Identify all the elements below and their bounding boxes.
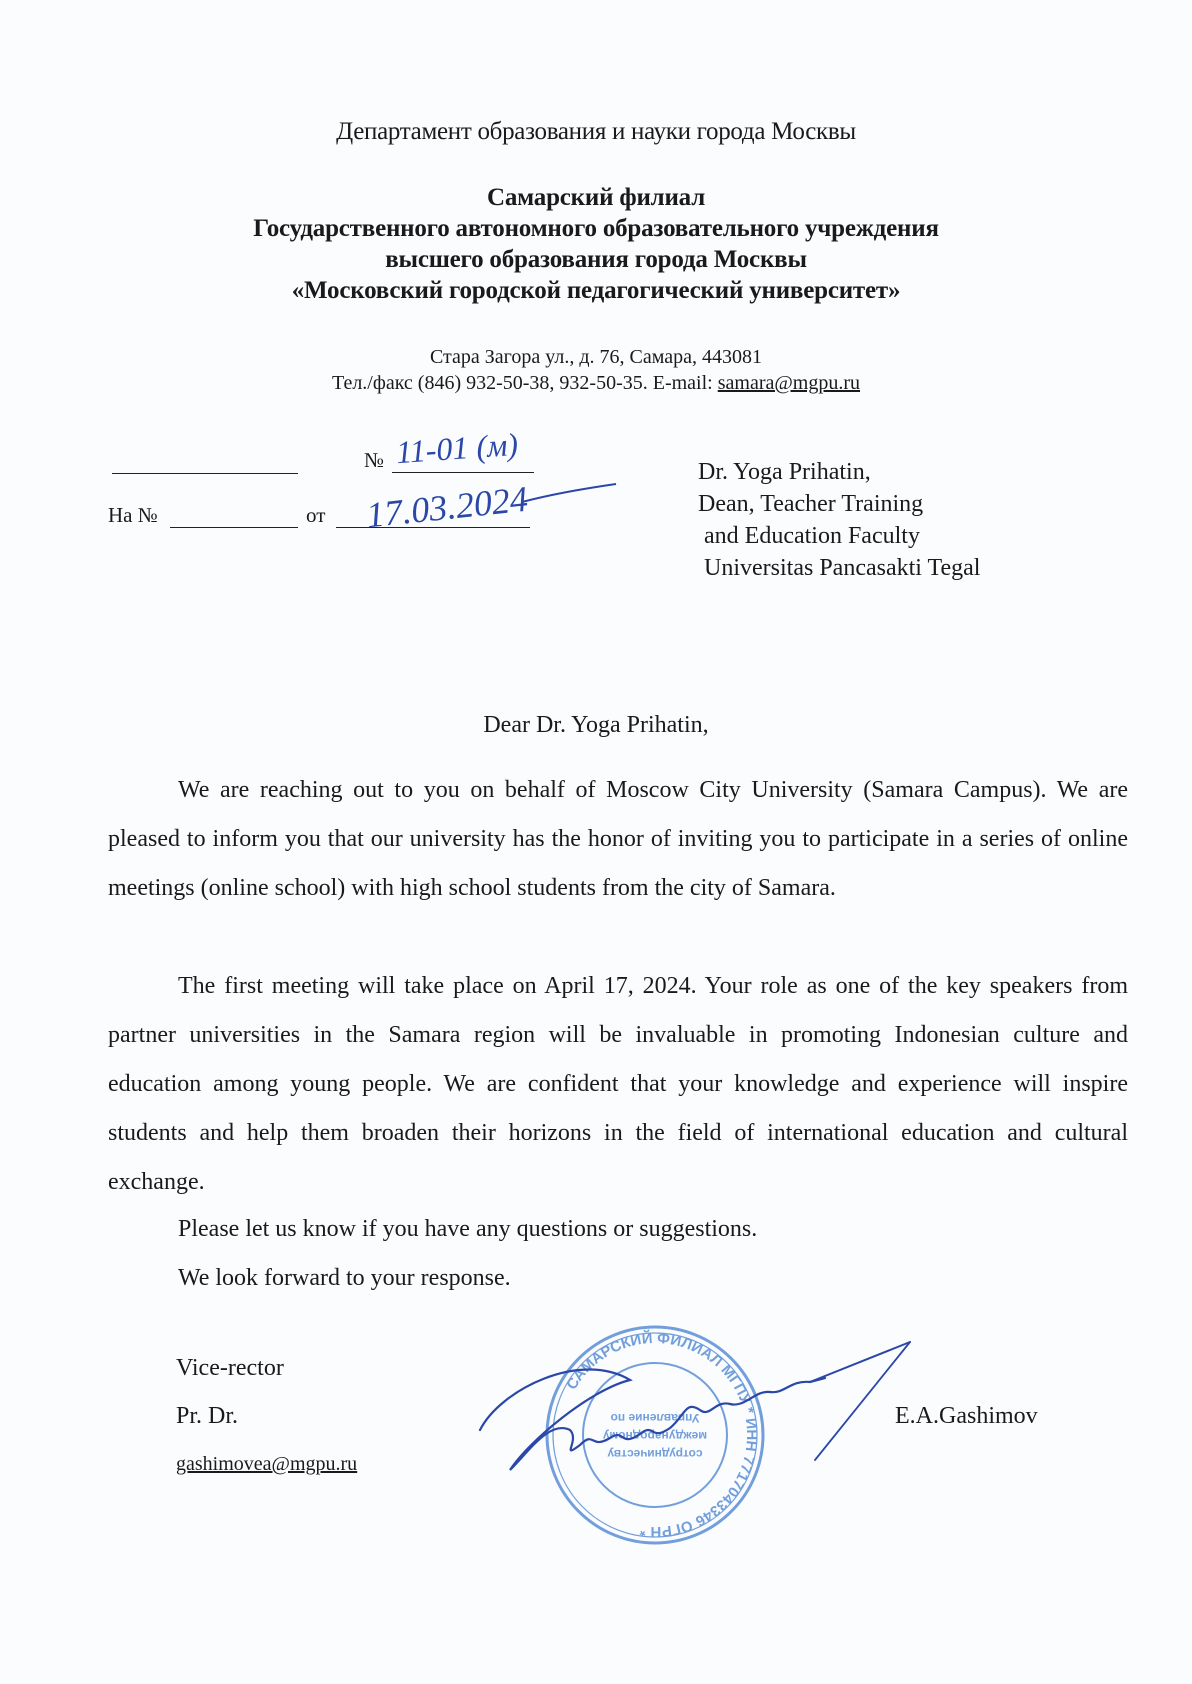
- handwritten-number: 11-01 (м): [394, 425, 520, 471]
- reply-number-line: [170, 527, 298, 528]
- org-line: Самарский филиал: [486, 184, 706, 211]
- recipient-line: Dr. Yoga Prihatin,: [698, 459, 871, 485]
- paragraph-questions: Please let us know if you have any questions or suggestions.: [178, 1216, 758, 1242]
- recipient-line: and Education Faculty: [704, 523, 920, 549]
- org-line: Государственного автономного образовательного учреждения: [253, 215, 939, 242]
- paragraph-intro: We are reaching out to you on behalf of Moscow City University (Samara Campus). We are pleased to inform you that our university has the honor of inviting you to participate in a series of online meetings (online school) with high school students from the city of Samara.: [108, 777, 1128, 901]
- number-label: №: [364, 448, 385, 472]
- outgoing-blank-line: [112, 473, 298, 474]
- svg-text:сотрудничеству: сотрудничеству: [607, 1447, 703, 1461]
- recipient-line: Dean, Teacher Training: [698, 491, 924, 517]
- contacts-line: [0, 370, 1192, 396]
- svg-text:Управление по: Управление по: [610, 1411, 700, 1425]
- org-line: высшего образования города Москвы: [385, 246, 807, 273]
- paragraph-details: The first meeting will take place on April 17, 2024. Your role as one of the key speakers from partner universities in the Samara region will be invaluable in promoting Indonesian culture and education among young people. We are confident that your knowledge and experience will inspire students and help them broaden their horizons in the field of international education and cultural exchange.: [108, 973, 1128, 1195]
- org-line: «Московский городской педагогический университет»: [291, 277, 901, 304]
- salutation: Dear Dr. Yoga Prihatin,: [483, 712, 709, 738]
- contacts-phone: Тел./факс (846) 932-50-38, 932-50-35. E-mail:: [331, 372, 718, 394]
- paragraph-closing: We look forward to your response.: [178, 1265, 511, 1291]
- date-label: от: [306, 503, 326, 527]
- signatory-email-link[interactable]: gashimovea@mgpu.ru: [176, 1453, 358, 1475]
- svg-text:международному: международному: [602, 1429, 708, 1443]
- department-heading: Департамент образования и науки города Москвы: [336, 118, 856, 145]
- pen-stroke-icon: [520, 480, 620, 510]
- handwritten-date: 17.03.2024: [364, 478, 530, 536]
- signatory-name: E.A.Gashimov: [895, 1403, 1038, 1429]
- address-line: Стара Загора ул., д. 76, Самара, 443081: [429, 346, 763, 368]
- svg-text:САМАРСКИЙ ФИЛИАЛ МГПУ * ИНН 77: САМАРСКИЙ ФИЛИАЛ МГПУ * ИНН 7717043346 ОГРН *: [563, 1329, 761, 1541]
- organization-block: [0, 182, 1192, 306]
- signatory-degree: Pr. Dr.: [176, 1403, 239, 1429]
- contacts-email-link[interactable]: samara@mgpu.ru: [717, 372, 860, 394]
- recipient-line: Universitas Pancasakti Tegal: [704, 555, 981, 581]
- signatory-title: Vice-rector: [176, 1355, 284, 1381]
- reply-label: На №: [108, 503, 158, 527]
- handwritten-signature-icon: [470, 1330, 930, 1480]
- number-line: [392, 472, 534, 473]
- recipient-block: [698, 456, 980, 584]
